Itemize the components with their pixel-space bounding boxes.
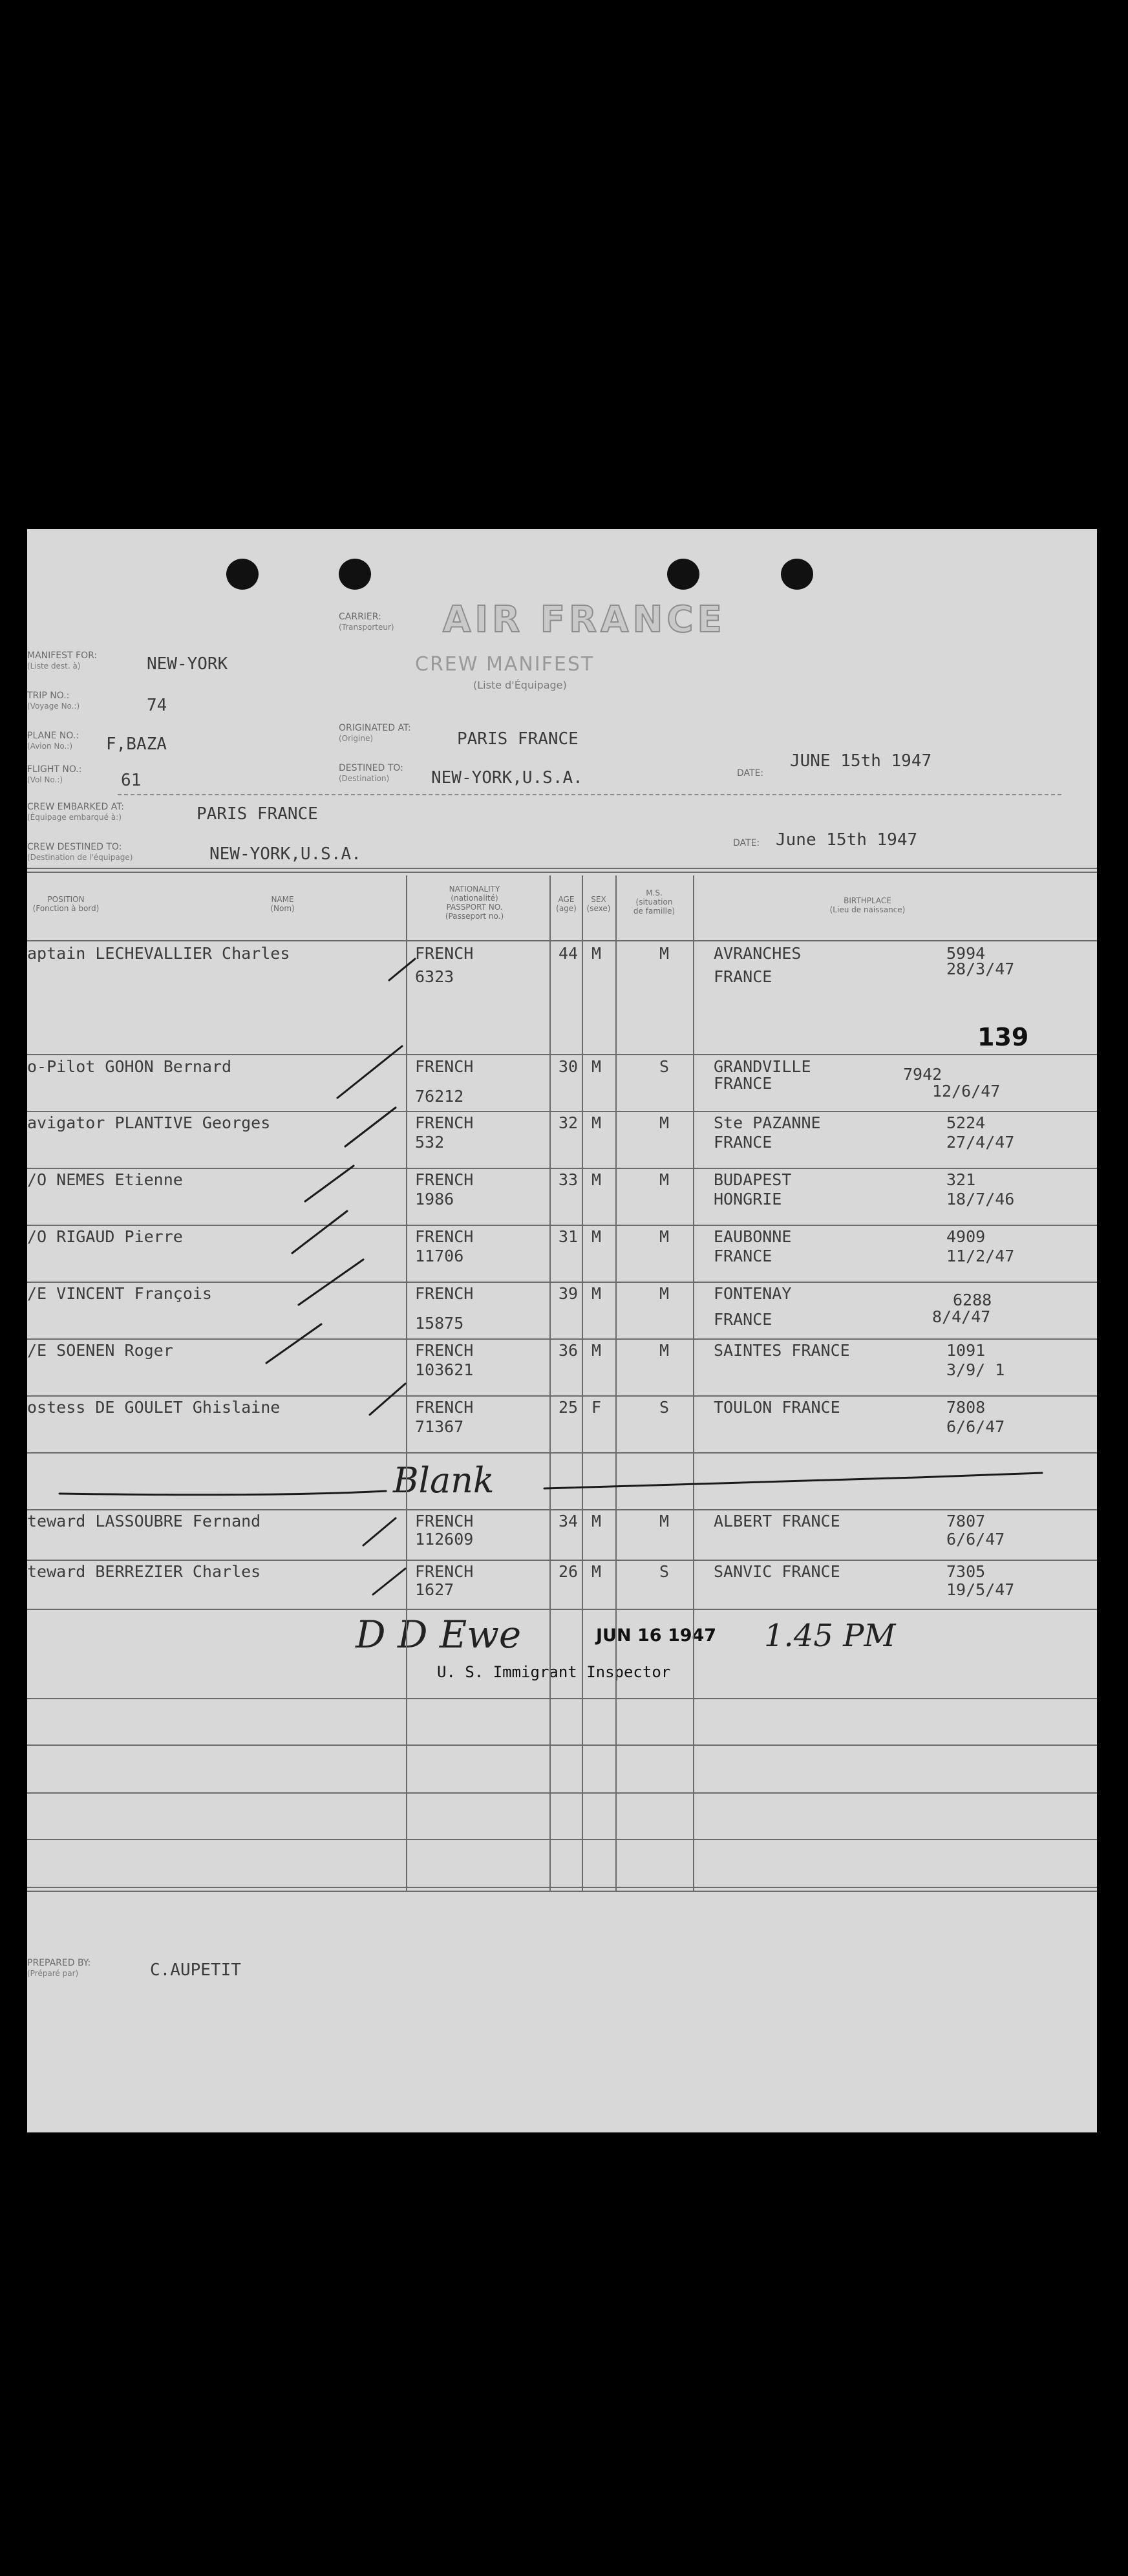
age-cell: 25 [559,1398,579,1417]
ref-date: 19/5/47 [946,1580,1015,1599]
manifest-sheet [27,529,1097,2132]
date-label: DATE: [737,768,764,778]
crew-cell: avigator PLANTIVE Georges [27,1113,271,1132]
age-cell: 32 [559,1113,579,1132]
ms-cell: M [659,1512,670,1530]
brand-logo: AIR FRANCE [443,599,726,641]
birthplace-cell: FRANCE [714,1310,772,1329]
check-mark [337,1046,402,1098]
ref-date: 6/6/47 [946,1530,1005,1549]
crew-cell: /E VINCENT François [27,1284,212,1303]
crew-cell: /O RIGAUD Pierre [27,1227,183,1246]
ref-date: 11/2/47 [946,1247,1015,1265]
ref-number: 6288 [953,1291,992,1309]
birthplace-cell: FRANCE [714,967,772,986]
sex-cell: M [591,944,602,963]
sex-cell: M [591,1057,602,1076]
age-cell: 31 [559,1227,579,1246]
sex-cell: M [591,1113,602,1132]
crew-embarked-value: PARIS FRANCE [197,804,318,824]
ms-cell: M [659,1284,670,1303]
flight-no-label: FLIGHT NO.: (Vol No.:) [27,764,82,784]
sex-cell: M [591,1341,602,1360]
col-position: POSITION (Fonction à bord) [32,895,100,913]
ms-cell: M [659,944,670,963]
passport-cell: 103621 [415,1360,474,1379]
inspector-title: U. S. Immigrant Inspector [437,1663,671,1681]
ref-number: 7305 [946,1562,986,1581]
birthplace-cell: FRANCE [714,1247,772,1265]
check-mark [299,1260,363,1305]
ref-number: 321 [946,1170,976,1189]
crew-destined-label: CREW DESTINED TO: (Destination de l'équipage) [27,842,133,862]
plane-no-label: PLANE NO.: (Avion No.:) [27,731,80,751]
ms-cell: M [659,1170,670,1189]
passport-cell: 15875 [415,1314,464,1333]
passport-cell: 6323 [415,967,454,986]
ms-cell: M [659,1341,670,1360]
birthplace-cell: SAINTES FRANCE [714,1341,850,1360]
ms-cell: S [659,1398,670,1417]
crew-cell: /E SOENEN Roger [27,1341,173,1360]
originated-label: ORIGINATED AT: (Origine) [339,723,411,743]
passport-cell: 532 [415,1133,445,1152]
age-cell: 34 [559,1512,579,1530]
nationality-cell: FRENCH [415,1113,474,1132]
blank-line [59,1491,386,1495]
date-value: JUNE 15th 1947 [790,751,932,771]
sex-cell: M [591,1170,602,1189]
page-title: CREW MANIFEST [415,653,595,676]
ms-cell: M [659,1113,670,1132]
nationality-cell: FRENCH [415,1398,474,1417]
nationality-cell: FRENCH [415,1170,474,1189]
date2-value: June 15th 1947 [776,830,918,850]
passport-cell: 112609 [415,1530,474,1549]
birthplace-cell: ALBERT FRANCE [714,1512,840,1530]
trip-no-value: 74 [147,696,167,715]
col-name: NAME (Nom) [270,895,295,913]
passport-cell: 11706 [415,1247,464,1265]
ref-date: 27/4/47 [946,1133,1015,1152]
check-mark [305,1166,354,1201]
check-mark [292,1211,347,1253]
crew-destined-value: NEW-YORK,U.S.A. [209,844,361,864]
sex-cell: M [591,1562,602,1581]
passport-cell: 1627 [415,1580,454,1599]
nationality-cell: FRENCH [415,944,474,963]
nationality-cell: FRENCH [415,1512,474,1530]
sex-cell: M [591,1284,602,1303]
birthplace-cell: FRANCE [714,1133,772,1152]
crew-cell: teward BERREZIER Charles [27,1562,261,1581]
nationality-cell: FRENCH [415,1562,474,1581]
sex-cell: F [591,1398,602,1417]
manifest-for-value: NEW-YORK [147,654,228,674]
blank-annotation: Blank [393,1460,495,1501]
crew-cell: teward LASSOUBRE Fernand [27,1512,261,1530]
birthplace-cell: GRANDVILLE [714,1057,811,1076]
originated-value: PARIS FRANCE [457,729,579,749]
age-cell: 39 [559,1284,579,1303]
col-sex: SEX (sexe) [586,895,611,913]
crew-cell: /O NEMES Etienne [27,1170,183,1189]
inspector-initials: D D Ewe [356,1613,522,1657]
trip-no-label: TRIP NO.: (Voyage No.:) [27,691,80,711]
ref-number: 7807 [946,1512,986,1530]
page-number: 139 [977,1023,1029,1051]
manifest-for-label: MANIFEST FOR: (Liste dest. à) [27,650,98,671]
birthplace-cell: SANVIC FRANCE [714,1562,840,1581]
ms-cell: M [659,1227,670,1246]
pen-marks [27,529,1097,2132]
ref-number: 1091 [946,1341,986,1360]
flight-no-value: 61 [121,771,142,790]
sex-cell: M [591,1227,602,1246]
ref-date: 3/9/ 1 [946,1360,1005,1379]
sex-cell: M [591,1512,602,1530]
ref-number: 5994 [946,944,986,963]
ms-cell: S [659,1562,670,1581]
passport-cell: 76212 [415,1087,464,1106]
nationality-cell: FRENCH [415,1341,474,1360]
age-cell: 44 [559,944,579,963]
ref-number: 7808 [946,1398,986,1417]
ref-number: 5224 [946,1113,986,1132]
birthplace-cell: BUDAPEST [714,1170,792,1189]
passport-cell: 1986 [415,1190,454,1208]
crew-cell: ostess DE GOULET Ghislaine [27,1398,281,1417]
ref-date: 12/6/47 [932,1082,1001,1100]
check-mark [345,1108,396,1146]
carrier-label: CARRIER: (Transporteur) [339,612,394,632]
check-mark [373,1569,405,1594]
stamp-date: JUN 16 1947 [596,1626,717,1646]
plane-no-value: F,BAZA [106,735,167,754]
blank-line [544,1473,1042,1488]
col-marital-status: M.S. (situation de famille) [633,888,676,916]
birthplace-cell: Ste PAZANNE [714,1113,821,1132]
crew-embarked-label: CREW EMBARKED AT: (Équipage embarqué à:) [27,802,124,822]
destined-label: DESTINED TO: (Destination) [339,763,403,783]
age-cell: 36 [559,1341,579,1360]
nationality-cell: FRENCH [415,1284,474,1303]
birthplace-cell: FRANCE [714,1074,772,1093]
ref-date: 28/3/47 [946,960,1015,978]
age-cell: 26 [559,1562,579,1581]
ref-number: 4909 [946,1227,986,1246]
age-cell: 33 [559,1170,579,1189]
nationality-cell: FRENCH [415,1227,474,1246]
col-birthplace: BIRTHPLACE (Lieu de naissance) [829,896,906,914]
destined-value: NEW-YORK,U.S.A. [431,768,583,788]
check-mark [266,1324,321,1363]
birthplace-cell: AVRANCHES [714,944,802,963]
age-cell: 30 [559,1057,579,1076]
stamp-time: 1.45 PM [764,1618,896,1654]
birthplace-cell: FONTENAY [714,1284,792,1303]
birthplace-cell: EAUBONNE [714,1227,792,1246]
prepared-by-value: C.AUPETIT [150,1960,241,1980]
col-age: AGE (age) [556,895,577,913]
col-nationality-passport: NATIONALITY (nationalité) PASSPORT NO. (Passeport no.) [445,885,504,921]
check-mark [389,959,415,980]
passport-cell: 71367 [415,1417,464,1436]
date2-label: DATE: [733,838,760,848]
check-mark [370,1384,405,1415]
ref-date: 8/4/47 [932,1307,991,1326]
nationality-cell: FRENCH [415,1057,474,1076]
crew-cell: o-Pilot GOHON Bernard [27,1057,232,1076]
ref-date: 18/7/46 [946,1190,1015,1208]
ref-date: 6/6/47 [946,1417,1005,1436]
birthplace-cell: TOULON FRANCE [714,1398,840,1417]
prepared-by-label: PREPARED BY: (Préparé par) [27,1958,91,1978]
check-mark [363,1518,396,1545]
ms-cell: S [659,1057,670,1076]
birthplace-cell: HONGRIE [714,1190,782,1208]
page-title-sub: (Liste d'Équipage) [473,679,567,691]
crew-cell: aptain LECHEVALLIER Charles [27,944,290,963]
ref-number: 7942 [903,1065,942,1084]
